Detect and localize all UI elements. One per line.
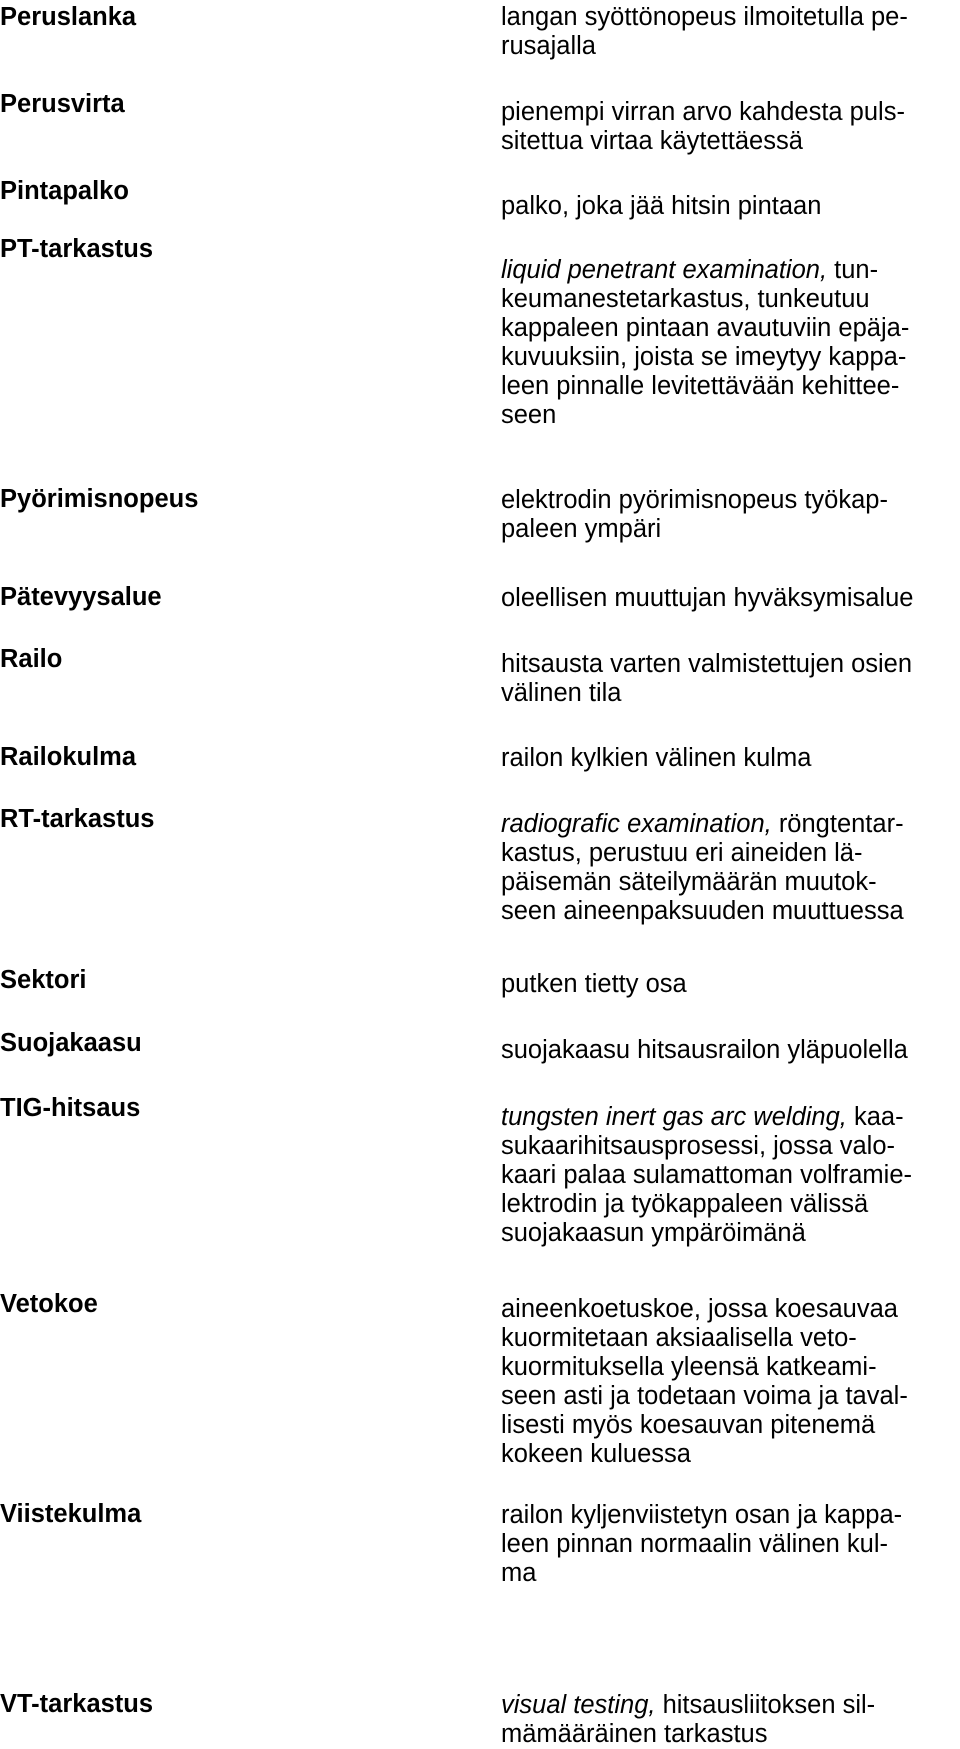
definition-line: kuormitetaan aksiaalisella veto- (501, 1324, 857, 1352)
term-pt-tarkastus: PT-tarkastus (0, 235, 154, 263)
definition-viistekulma (501, 1501, 956, 1588)
definition-patevyysalue (501, 584, 956, 613)
term-rt-tarkastus: RT-tarkastus (0, 805, 155, 833)
definition-perusvirta (501, 98, 956, 156)
definition-text: röngtentar- (771, 810, 904, 838)
definition-line (501, 1103, 956, 1132)
definition-rt-tarkastus (501, 810, 956, 926)
definition-line: ma (501, 1559, 537, 1587)
definition-line: leen pinnan normaalin välinen kul- (501, 1530, 888, 1558)
definition-line: hitsausta varten valmistettujen osien (501, 650, 913, 678)
term-sektori: Sektori (0, 966, 87, 994)
definition-pintapalko (501, 192, 956, 221)
definition-line: seen (501, 401, 557, 429)
term-pyorimisnopeus: Pyörimisnopeus (0, 485, 199, 513)
definition-line: seen aineenpaksuuden muuttuessa (501, 897, 904, 925)
term-pintapalko: Pintapalko (0, 177, 129, 205)
definition-line (501, 256, 956, 285)
definition-line: kuormituksella yleensä katkeami- (501, 1353, 877, 1381)
definition-italic-term: liquid penetrant examination, (501, 256, 828, 284)
definition-pyorimisnopeus (501, 486, 956, 544)
definition-line: seen asti ja todetaan voima ja taval- (501, 1382, 908, 1410)
definition-line (501, 1691, 956, 1720)
definition-line: lektrodin ja työkappaleen välissä (501, 1190, 869, 1218)
definition-italic-term: radiografic examination, (501, 810, 772, 838)
definition-line: oleellisen muuttujan hyväksymisalue (501, 584, 914, 612)
definition-line: railon kylkien välinen kulma (501, 744, 812, 772)
definition-line: sitettua virtaa käytettäessä (501, 127, 803, 155)
definition-italic-term: visual testing, (501, 1691, 656, 1719)
definition-line: päisemän säteilymäärän muutok- (501, 868, 877, 896)
term-railokulma: Railokulma (0, 743, 137, 771)
definition-line: välinen tila (501, 679, 622, 707)
definition-line: railon kyljenviistetyn osan ja kappa- (501, 1501, 903, 1529)
definition-text: hitsausliitoksen sil- (655, 1691, 876, 1719)
definition-line: paleen ympäri (501, 515, 662, 543)
definition-line: pienempi virran arvo kahdesta puls- (501, 98, 905, 126)
definition-text: kaa- (846, 1103, 904, 1131)
definition-sektori (501, 970, 956, 999)
definition-text: tun- (827, 256, 879, 284)
term-patevyysalue: Pätevyysalue (0, 583, 162, 611)
definition-line: rusajalla (501, 32, 596, 60)
term-railo: Railo (0, 645, 63, 673)
term-perusvirta: Perusvirta (0, 90, 125, 118)
definition-vt-tarkastus (501, 1691, 956, 1749)
definition-vetokoe (501, 1295, 956, 1469)
definition-line: kokeen kuluessa (501, 1440, 691, 1468)
definition-line: kaari palaa sulamattoman volframie- (501, 1161, 913, 1189)
definition-railokulma (501, 744, 956, 773)
definition-line: keumanestetarkastus, tunkeutuu (501, 285, 870, 313)
term-viistekulma: Viistekulma (0, 1500, 142, 1528)
term-peruslanka: Peruslanka (0, 3, 137, 31)
term-vt-tarkastus: VT-tarkastus (0, 1690, 154, 1718)
definition-line: kuvuuksiin, joista se imeytyy kappa- (501, 343, 907, 371)
definition-line: suojakaasun ympäröimänä (501, 1219, 806, 1247)
definition-line: suojakaasu hitsausrailon yläpuolella (501, 1036, 908, 1064)
definition-railo (501, 650, 956, 708)
term-tig-hitsaus: TIG-hitsaus (0, 1094, 141, 1122)
definition-line: kastus, perustuu eri aineiden lä- (501, 839, 863, 867)
definition-line: putken tietty osa (501, 970, 687, 998)
definition-pt-tarkastus (501, 256, 956, 430)
definition-line: leen pinnalle levitettävään kehittee- (501, 372, 900, 400)
definition-line: sukaarihitsausprosessi, jossa valo- (501, 1132, 896, 1160)
definition-line: aineenkoetuskoe, jossa koesauvaa (501, 1295, 898, 1323)
definition-peruslanka (501, 3, 956, 61)
definition-line (501, 810, 956, 839)
term-vetokoe: Vetokoe (0, 1290, 98, 1318)
definition-line: mämääräinen tarkastus (501, 1720, 768, 1748)
definition-tig-hitsaus (501, 1103, 956, 1248)
definition-suojakaasu (501, 1036, 956, 1065)
definition-line: langan syöttönopeus ilmoitetulla pe- (501, 3, 908, 31)
definition-line: palko, joka jää hitsin pintaan (501, 192, 822, 220)
term-suojakaasu: Suojakaasu (0, 1029, 142, 1057)
definition-line: lisesti myös koesauvan pitenemä (501, 1411, 876, 1439)
definition-italic-term: tungsten inert gas arc welding, (501, 1103, 847, 1131)
definition-line: elektrodin pyörimisnopeus työkap- (501, 486, 888, 514)
definition-line: kappaleen pintaan avautuviin epäja- (501, 314, 910, 342)
